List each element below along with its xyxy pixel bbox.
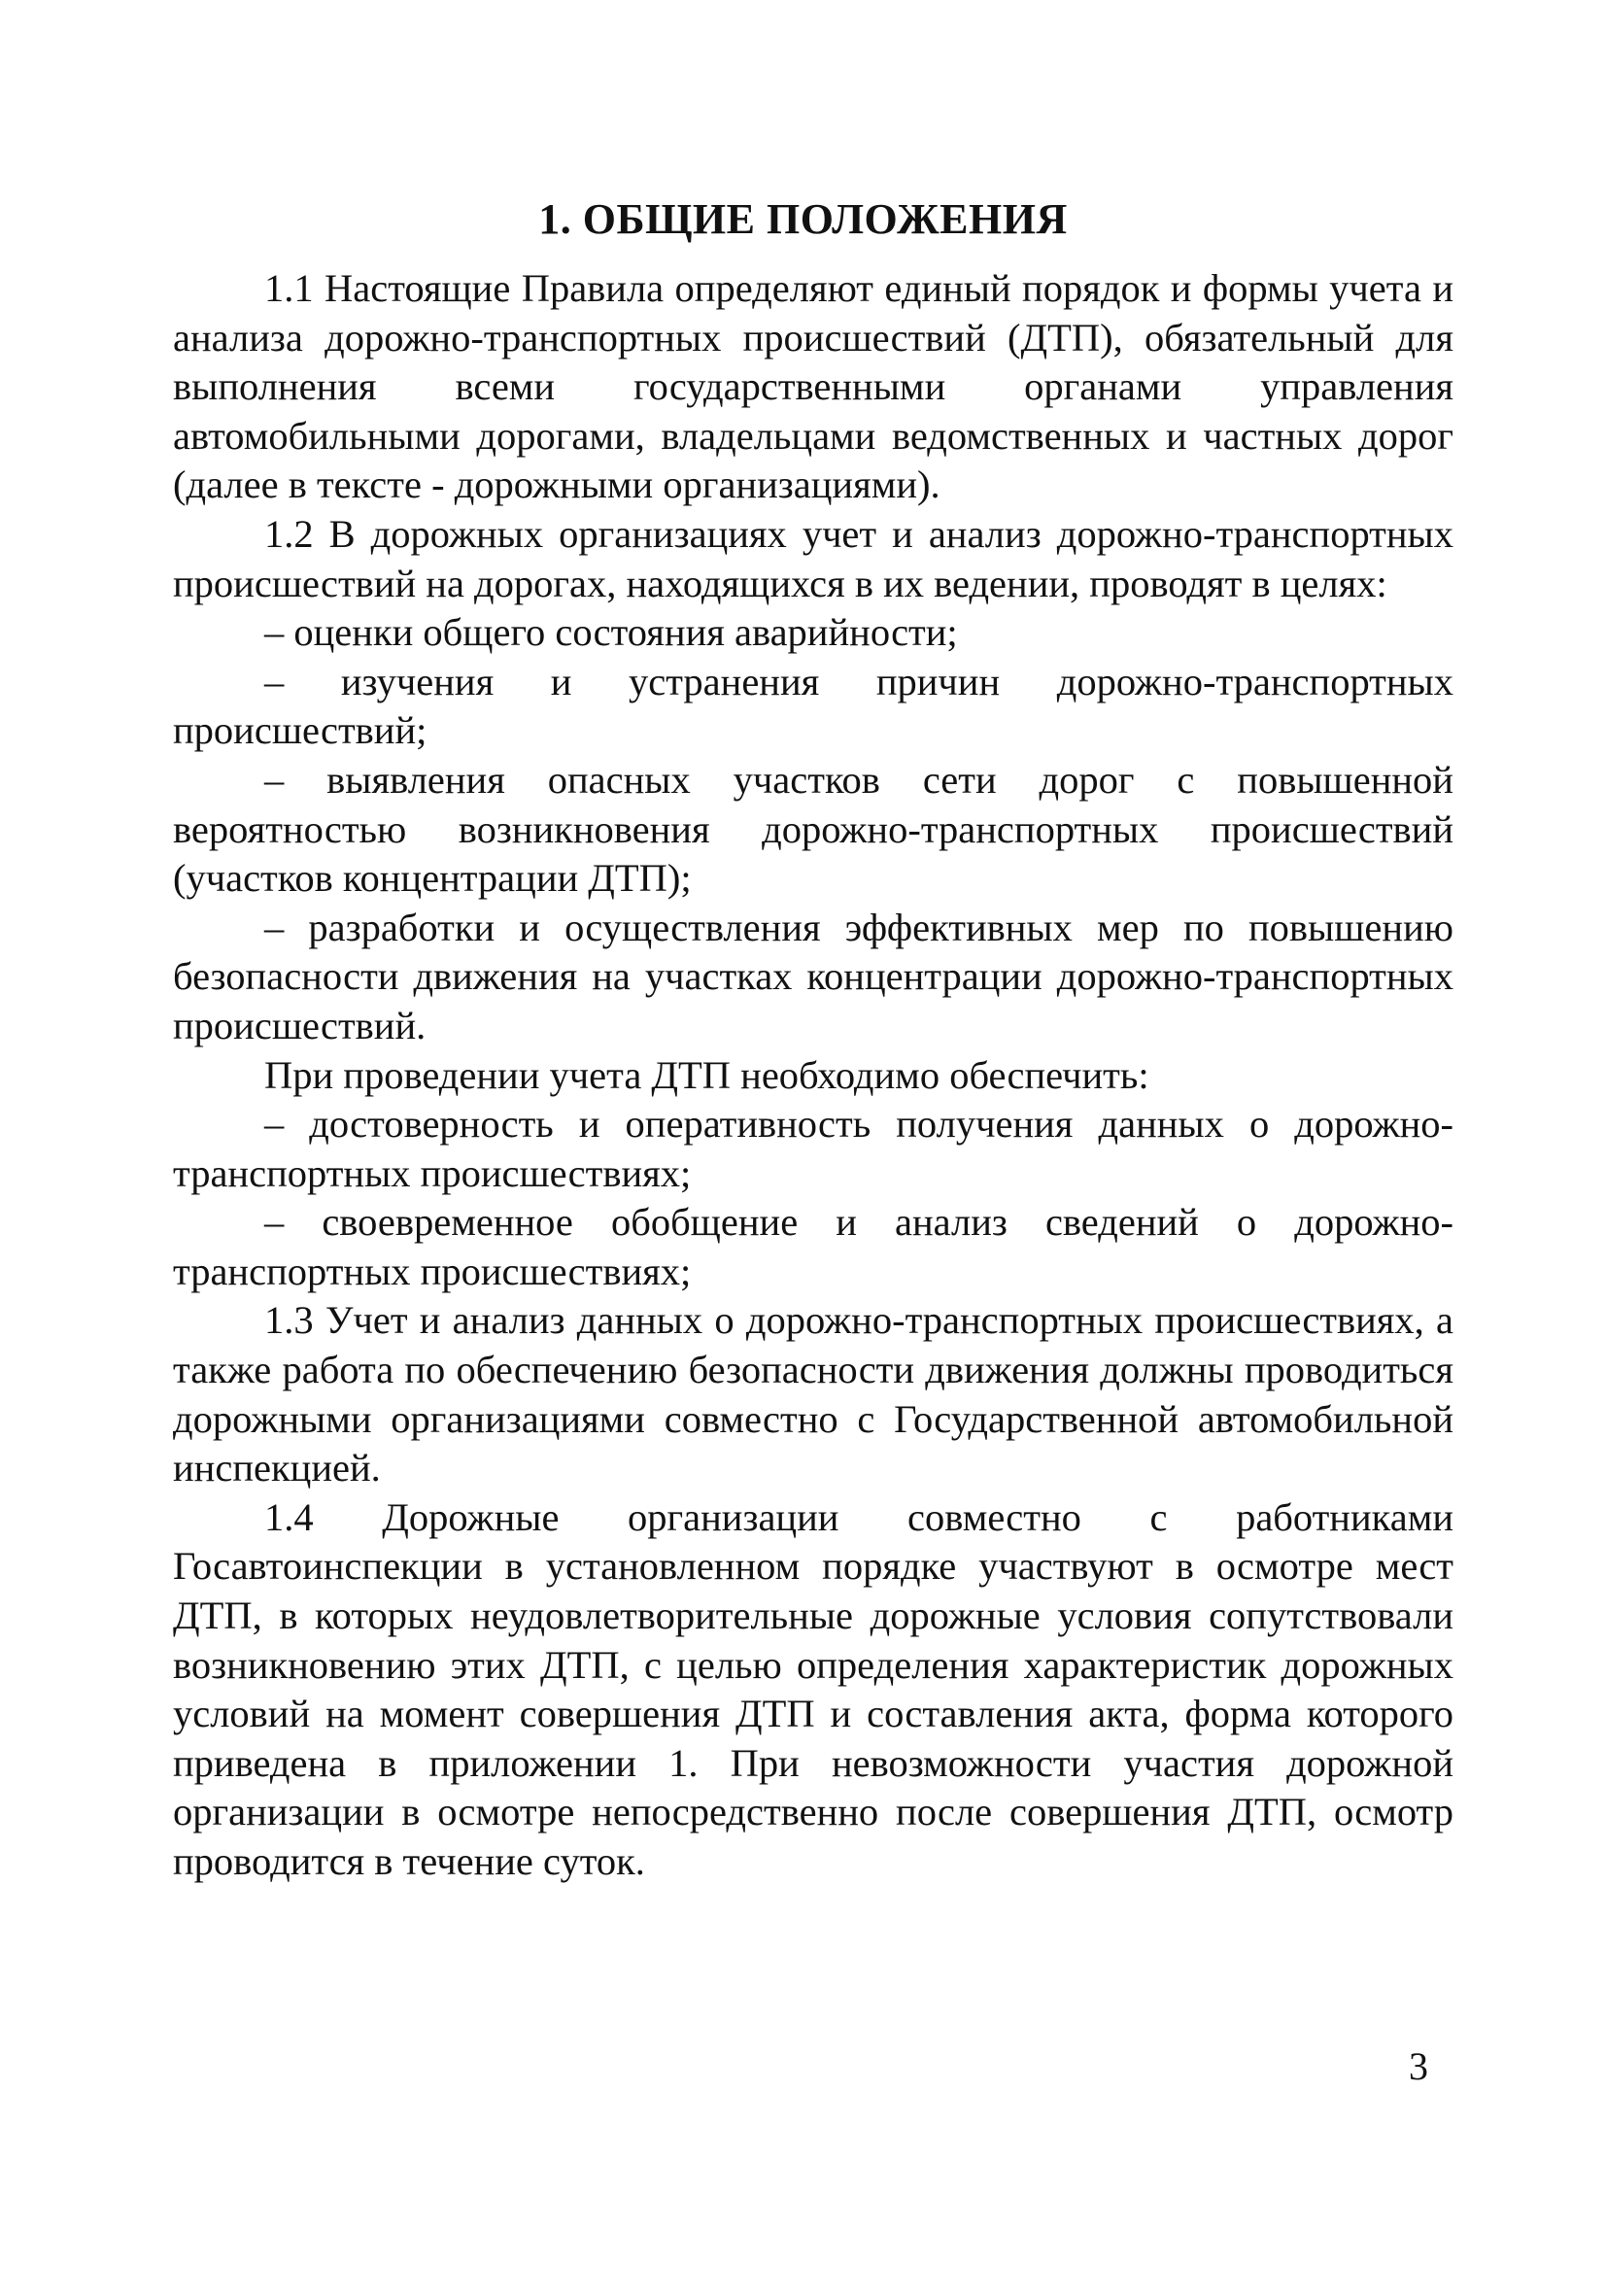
page-number: 3 [1409, 2044, 1428, 2088]
list-item-study-causes: – изучения и устранения причин дорожно-транспортных происшествий; [173, 659, 1453, 753]
paragraph-1-3: 1.3 Учет и анализ данных о дорожно-транспортных происшествиях, а также работа по обеспечению безопасности движения должны проводиться дорожными организациями совместно с Государственной автомобильной инспекцией. [173, 1298, 1453, 1491]
list-item-timely-analysis: – своевременное обобщение и анализ сведений о дорожно-транспортных происшествиях; [173, 1200, 1453, 1293]
section-heading: 1. ОБЩИЕ ПОЛОЖЕНИЯ [538, 195, 1068, 243]
paragraph-accounting-requirements: При проведении учета ДТП необходимо обеспечить: [264, 1052, 1149, 1097]
list-item-data-reliability: – достоверность и оперативность получения данных о дорожно-транспортных происшествиях; [173, 1102, 1453, 1195]
list-item-accident-rate: – оценки общего состояния аварийности; [264, 610, 958, 655]
paragraph-1-4: 1.4 Дорожные организации совместно с работниками Госавтоинспекции в установленном порядке участвуют в осмотре мест ДТП, в которых неудовлетворительные дорожные условия сопутствовали возникновению этих ДТП, с целью определения характеристик дорожных условий на момент совершения ДТП и составления акта, форма которого приведена в приложении 1. При невозможности участия дорожной организации в осмотре непосредственно после совершения ДТП, осмотр проводится в течение суток. [173, 1494, 1453, 1883]
body-text [173, 264, 1453, 1887]
paragraph-1-1: 1.1 Настоящие Правила определяют единый порядок и формы учета и анализа дорожно-транспортных происшествий (ДТП), обязательный для выполнения всеми государственными органами управления автомобильными дорогами, владельцами ведомственных и частных дорог (далее в тексте - дорожными организациями). [173, 266, 1453, 507]
list-item-dangerous-sections: – выявления опасных участков сети дорог с повышенной вероятностью возникновения дорожно-транспортных происшествий (участков концентрации ДТП); [173, 757, 1453, 901]
paragraph-1-2: 1.2 В дорожных организациях учет и анализ дорожно-транспортных происшествий на дорогах, находящихся в их ведении, проводят в целях: [173, 511, 1453, 605]
list-item-safety-measures: – разработки и осуществления эффективных мер по повышению безопасности движения на участках концентрации дорожно-транспортных происшествий. [173, 905, 1453, 1047]
